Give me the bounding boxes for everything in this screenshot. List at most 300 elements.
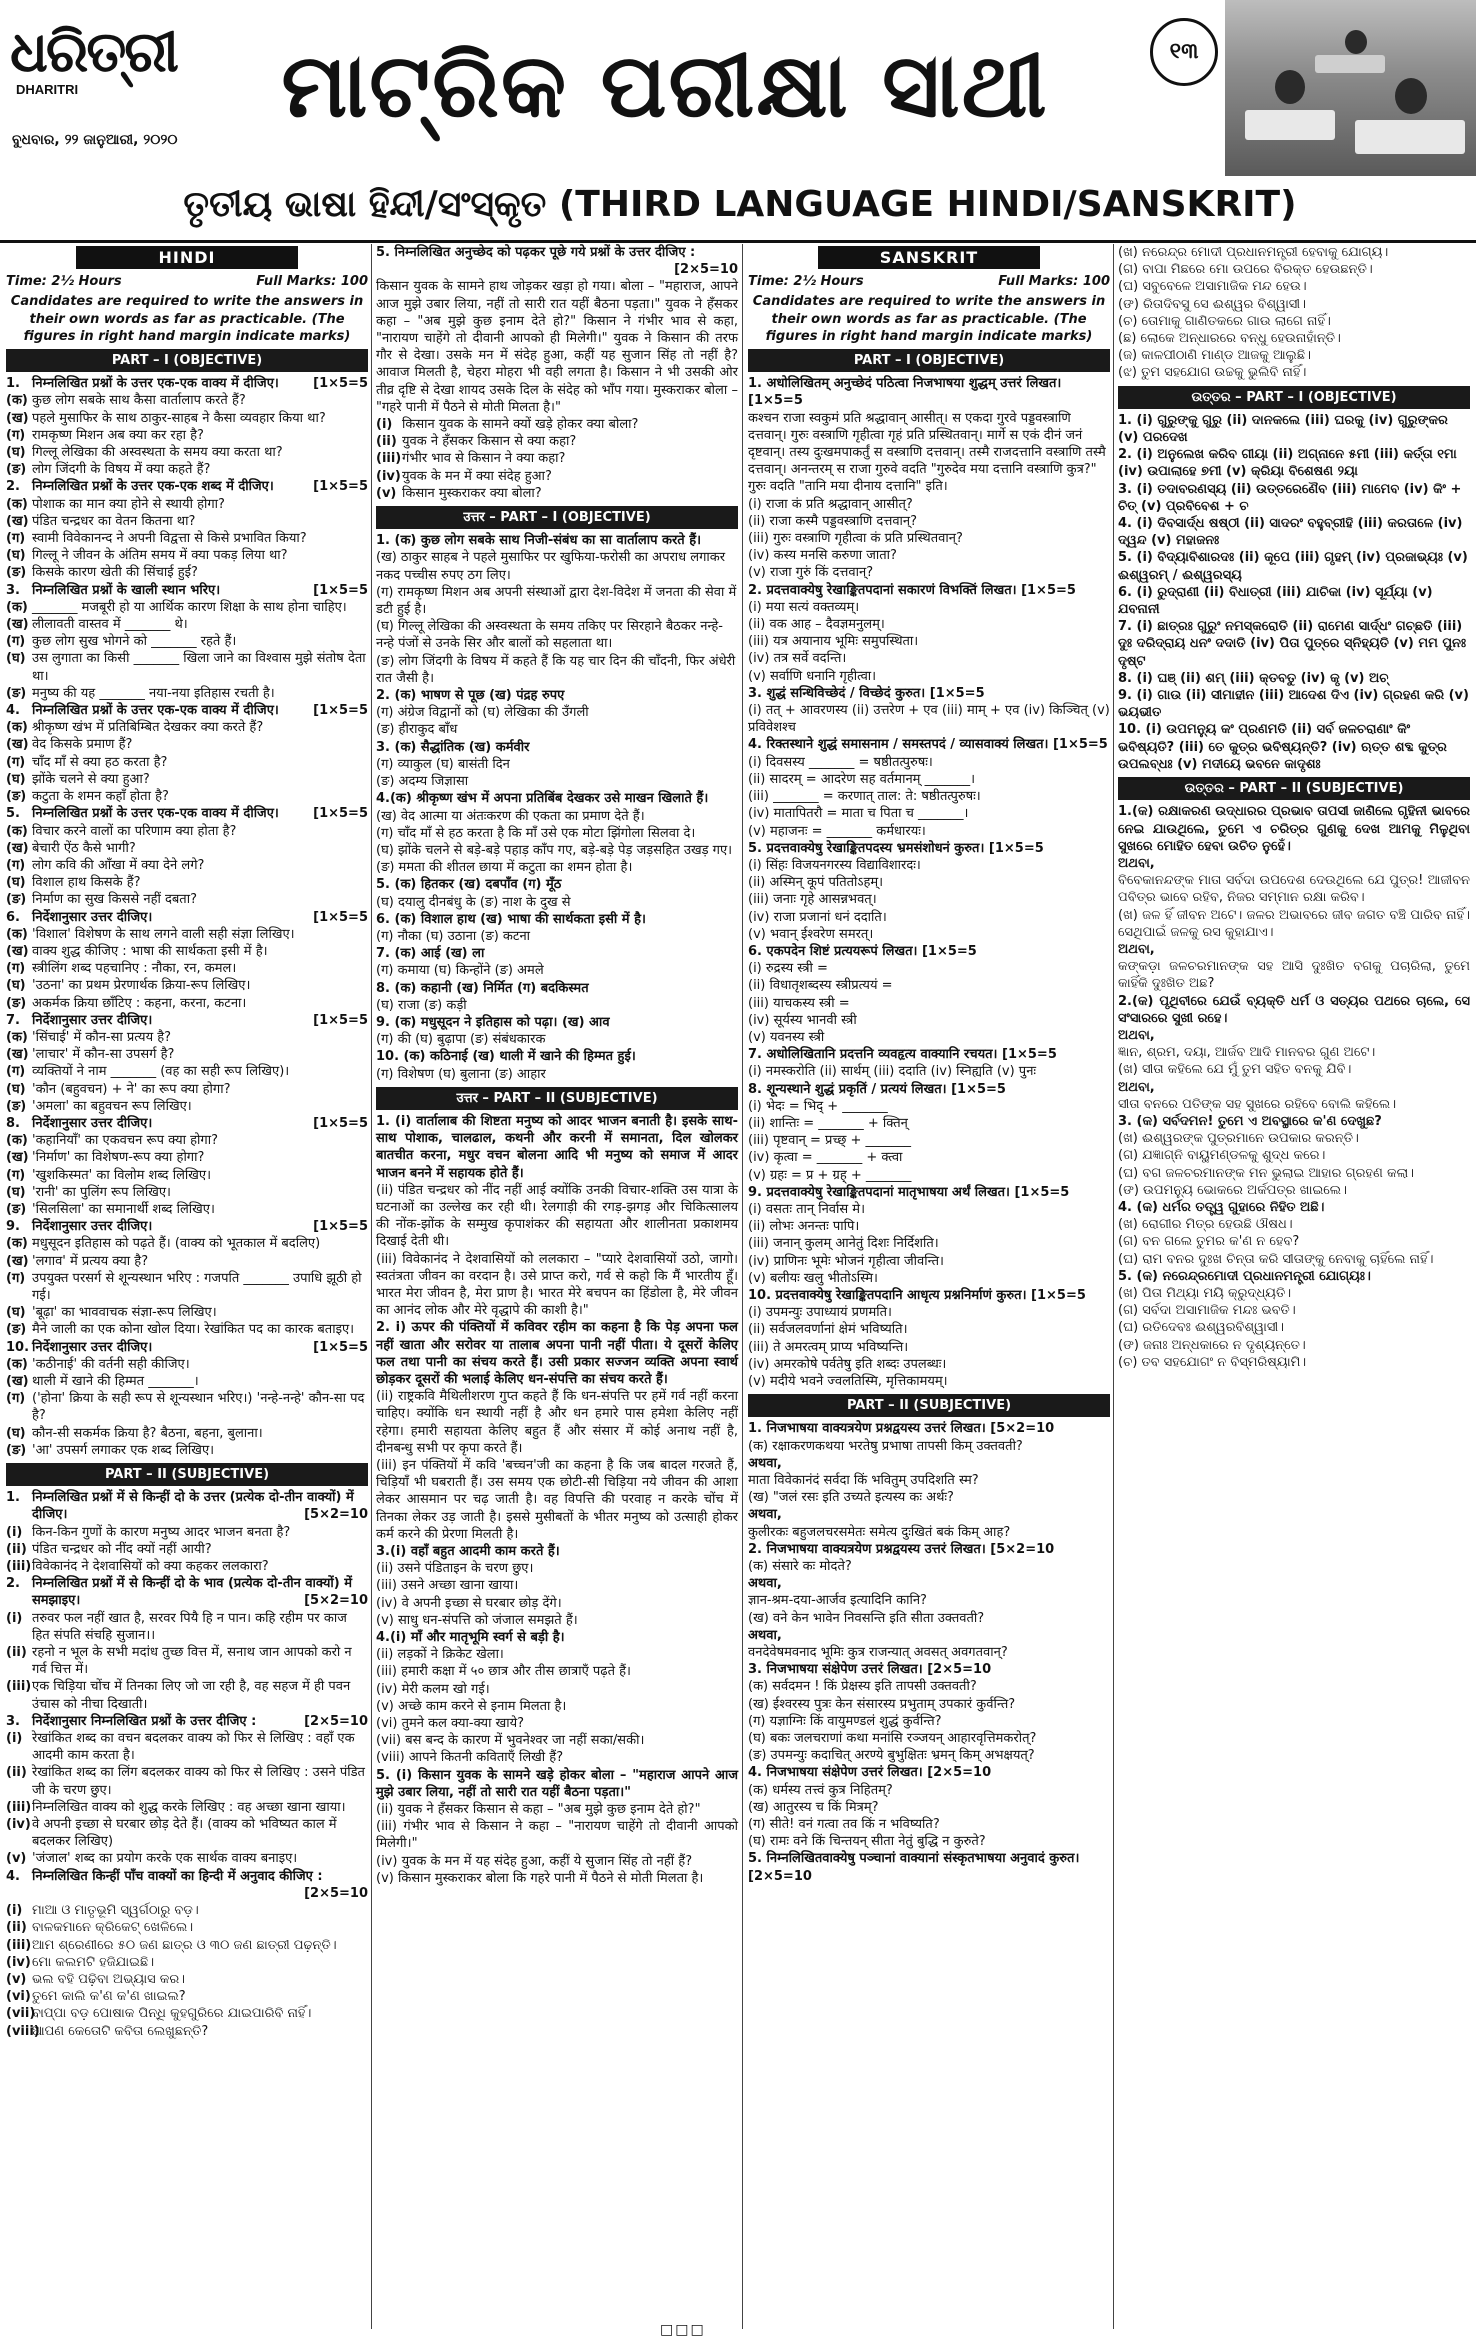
- question-text: वाक्य शुद्ध कीजिए : भाषा की सार्थकता इसी में है।: [32, 943, 268, 959]
- part-heading: PART – I (OBJECTIVE): [6, 349, 368, 372]
- question-text: _______ मजबूरी हो या आर्थिक कारण शिक्षा के साथ होना चाहिए।: [32, 599, 347, 615]
- question-item: [6, 943, 368, 960]
- question-text: वेद किसके प्रमाण हैं?: [32, 737, 133, 753]
- question-item: 5. निम्नलिखितवाक्येषु पञ्चानां वाक्यानां संस्कृतभाषया अनुवादं कुरुत। [2×5=10: [748, 1851, 1080, 1884]
- answer-item: 5. (କ) ନରେନ୍ଦ୍ରମୋଦୀ ପ୍ରଧାନମନ୍ତ୍ରୀ ଯୋଗ୍ୟଃ।: [1118, 1268, 1371, 1284]
- question-text: निर्देशानुसार उत्तर दीजिए। [1×5=5: [32, 909, 368, 925]
- question-item: (iv) प्राणिनः भूमेः भोजनं गृहीत्वा जीवन्ति।: [748, 1253, 944, 1269]
- question-text: 'अमला' का बहुवचन रूप लिखिए।: [32, 1098, 192, 1114]
- question-item: 4. रिक्तस्थाने शुद्धं समासनाम / समस्तपदं / व्यासवाक्यं लिखत। [1×5=5: [748, 737, 1108, 753]
- question-text: पंडित चन्द्रधर का वेतन कितना था?: [32, 513, 196, 529]
- question-text: थाली में खाने की हिम्मत _______।: [32, 1374, 199, 1389]
- question-number: (ii): [6, 1541, 27, 1557]
- question-number: 3.: [6, 1713, 20, 1729]
- marks: [1×5=5: [313, 1219, 368, 1235]
- subject-title: ତୃତୀୟ ଭାଷା ହିନ୍ଦୀ/ସଂସ୍କୃତ (THIRD LANGUAGE HINDI/SANSKRIT): [183, 184, 1297, 225]
- question-text: तरुवर फल नहीं खात है, सरवर पियै हि न पान। कहि रहीम पर काज हित संपति संचहि सुजान।।: [32, 1610, 347, 1643]
- question-number: 3.: [6, 582, 20, 598]
- question-item: (ii) लोभः अनन्तः पापि।: [748, 1219, 860, 1235]
- question-number: (iv): [376, 468, 401, 484]
- question-item: कश्चन राजा स्वकुमं प्रति श्रद्धावान् आसीत्। स एकदा गुरवे पड्डवस्त्राणि दत्तवान्। गुरुः वस्त्राणि गृहीत्वा गृहं प्रति प्रस्थितवान्। मार्गे स एकं दीनं जनं दृष्टवान्। तस्य दुःखमपाकर्तुं स वस्त्राणि दत्तवान्। तस्मै राजदत्तानि वस्त्राणि तस्मै दत्तवान्। अनन्तरम् स राजा गुरुवे वदति "गुरुदेव मया दत्तानि वस्त्राणि कुत्र?" गुरुः वदति "तानि मया दीनाय दत्तानि" इति।: [748, 410, 1106, 495]
- question-number: (क): [6, 599, 28, 615]
- question-text: ମାଆ ଓ ମାତୃଭୂମି ସ୍ୱର୍ଗଠାରୁ ବଡ଼।: [32, 1903, 199, 1919]
- logo-text: ଧରିତ୍ରୀ: [10, 19, 177, 85]
- marks: [2×5=10: [304, 1885, 368, 1901]
- question-text: चाँद माँ से क्या हठ करता है?: [32, 754, 168, 770]
- question-list: [376, 416, 738, 502]
- question-number: (v): [6, 1851, 27, 1867]
- passage-heading: 5. निम्नलिखित अनुच्छेद को पढ़कर पूछे गये प्रश्नों के उत्तर दीजिए :: [376, 245, 696, 260]
- question-item: (घ) रामः वने किं चिन्तयन् सीता नेतुं बुद्धि न कुरुते?: [748, 1834, 986, 1850]
- question-number: (ख): [6, 1374, 29, 1389]
- question-number: (ग): [6, 427, 26, 443]
- answer-item: (ग) की (घ) बुढ़ापा (ङ) संबंधकारक: [376, 1032, 546, 1048]
- question-text: रामकृष्ण मिशन अब क्या कर रहा है?: [32, 427, 204, 443]
- question-number: (घ): [6, 875, 26, 891]
- question-item: [6, 633, 368, 650]
- answer-list: [1118, 803, 1470, 1371]
- question-number: (ग): [6, 1064, 26, 1080]
- question-item: (ङ) उपमन्युः कदाचित् अरण्ये बुभुक्षितः भ्रमन् किम् अभक्षयत्?: [748, 1748, 1035, 1764]
- exam-meta: [748, 273, 1110, 290]
- answer-item: 5. (i) किसान युवक के सामने खड़े होकर बोला – "महाराज आपने आज मुझे उबार लिया, नहीं तो सारी रात यहीं बैठना पड़ता।": [376, 1767, 738, 1800]
- answer-item: (ग) रामकृष्ण मिशन अब अपनी संस्थाओं द्वारा देश-विदेश में जनता की सेवा में डटी हुई है।: [376, 584, 737, 618]
- column-divider: [742, 244, 743, 2329]
- question-item: (i) सिंहः विजयनगरस्य विद्याविशारदः।: [748, 857, 921, 873]
- answer-item: ସୀତା ବନରେ ପତିଙ୍କ ସହ ସୁଖରେ ରହିବେ ବୋଲି କହିଲେ।: [1118, 1096, 1397, 1112]
- question-number: (घ): [6, 445, 26, 461]
- answer-item: କଙ୍କଡ଼ା ଜଳଚରମାନଙ୍କ ସହ ଆସି ଦୁଃଖିତ ବଗକୁ ପଚାରିଲା, ତୁମେ କାହିଁକି ଦୁଃଖିତ ଅଛ?: [1118, 959, 1470, 992]
- question-item: माता विवेकानंदं सर्वदा किं भवितुम् उपदिशति स्म?: [748, 1473, 979, 1489]
- question-item: [6, 650, 368, 684]
- question-number: (iv): [6, 1954, 31, 1970]
- question-item: [6, 1218, 368, 1235]
- question-item: [6, 1678, 368, 1712]
- question-number: (ङ): [6, 565, 27, 581]
- answer-item: (iv) मेरी कलम खो गई।: [376, 1681, 490, 1697]
- question-item: 4. निजभाषया संक्षेपेण उत्तरं लिखत। [2×5=10: [748, 1765, 992, 1781]
- answer-item: (ii) युवक ने हँसकर किसान से कहा – "अब मुझे कुछ इनाम देते हो?": [376, 1802, 701, 1818]
- exam-time: Time: 2½ Hours: [748, 274, 864, 290]
- part-heading: PART – I (OBJECTIVE): [748, 349, 1110, 372]
- question-item: (ii) सर्वजलवर्णानां क्षेमं भविष्यति।: [748, 1322, 908, 1338]
- answer-item: 10. (i) ଉପମନ୍ୟୁ କଂ ପ୍ରଣମତି (ii) ସର୍ବ ଜଳଚରାଣାଂ କିଂ ଭବିଷ୍ୟତି? (iii) ତେ କୁତ୍ର ଭବିଷ୍ୟନ୍ତି? (iv) ଋତ୍ତ ଶବ୍ଦ କୁତ୍ର ଉପଲବ୍ଧଃ (v) ମଦୀୟେ ଭବନେ କାଦୃଶଃ: [1118, 722, 1447, 772]
- question-text: निम्नलिखित प्रश्नों के खाली स्थान भरिए। [1×5=5: [32, 582, 368, 598]
- question-text: विशाल हाथ किसके हैं?: [32, 875, 141, 891]
- question-item: (ख) आतुरस्य च किं मित्रम्?: [748, 1799, 879, 1815]
- logo-subtitle: DHARITRI: [16, 82, 79, 97]
- question-number: (घ): [6, 651, 26, 667]
- question-item: [6, 1919, 368, 1936]
- question-text: ଆପଣ କେତୋଟି କବିତା ଲେଖୁଛନ୍ତି?: [32, 2023, 209, 2039]
- question-item: [6, 823, 368, 840]
- question-text: वे अपनी इच्छा से घरबार छोड़ देते हैं। (वाक्य को भविष्यत काल में बदलकर लिखिए): [32, 1817, 337, 1850]
- question-item: (iv) तत्र सर्वे वदन्ति।: [748, 651, 847, 667]
- answer-item: (ଗ) ଯଜ୍ଞାଗ୍ନି ବାୟୁମଣ୍ଡଳକୁ ଶୁଦ୍ଧ କରେ।: [1118, 1148, 1326, 1164]
- answer-item: (ଝ) ତୁମ ସହଯୋଗ ଉଚ୍ଚକୁ ଭୁଲିବି ନାହିଁ।: [1118, 365, 1307, 381]
- question-item: 8. शून्यस्थाने शुद्धं प्रकृतिं / प्रत्ययं लिखत। [1×5=5: [748, 1081, 1006, 1097]
- answer-item: ବିବେକାନନ୍ଦଙ୍କ ମାତା ସର୍ବଦା ଉପଦେଶ ଦେଉଥିଲେ ଯେ ପୁତ୍ର! ଆଜୀବନ ପବିତ୍ର ଭାବେ ରହିବ, ନିଜର ସମ୍ମାନ ରକ୍ଷା କରିବ।: [1118, 873, 1470, 906]
- question-text: किसके कारण खेती की सिंचाई हुई?: [32, 565, 198, 581]
- answer-item: (ଖ) ସୀତା କହିଲେ ଯେ ମୁଁ ତୁମ ସହିତ ବନକୁ ଯିବି।: [1118, 1062, 1352, 1078]
- question-item: 1. निजभाषया वाक्यत्रयेण प्रश्नद्वयस्य उत्तरं लिखत। [5×2=10: [748, 1421, 1055, 1437]
- section-heading-hindi: HINDI: [76, 246, 298, 269]
- question-text: मैने जाली का एक कोना खोल दिया। रेखांकित पद का कारक बताइए।: [32, 1322, 355, 1338]
- question-text: किसान मुस्कराकर क्या बोला?: [402, 485, 542, 501]
- question-text: निम्नलिखित प्रश्नों में से किन्हीं दो के भाव (प्रत्येक दो-तीन वाक्यों) में समझाइए। [5×2=10: [32, 1576, 368, 1609]
- question-item: [6, 1902, 368, 1919]
- question-text: उस लुगाता का किसी _______ खिला जाने का विश्वास मुझे संतोष देता था।: [32, 651, 366, 684]
- question-text: निर्माण का सुख किससे नहीं दबता?: [32, 892, 197, 908]
- marks: [1×5=5: [313, 1339, 368, 1355]
- question-text: निम्नलिखित प्रश्नों के उत्तर एक-एक वाक्य में दीजिए। [1×5=5: [32, 703, 368, 719]
- question-item: (ख) वने केन भावेन निवसन्ति इति सीता उक्तवती?: [748, 1610, 985, 1626]
- question-list: [6, 375, 368, 1459]
- question-item: वनदेवेषमवनाद भूमिः कुत्र राजन्यात् अवसत् अवगतवान्?: [748, 1645, 1008, 1661]
- question-item: [6, 582, 368, 599]
- exam-full-marks: Full Marks: 100: [256, 274, 368, 290]
- answer-item: (ii) उसने पंडिताइन के चरण छुए।: [376, 1561, 534, 1577]
- answer-item: 9. (क) मधुसूदन ने इतिहास को पढ़ा। (ख) आव: [376, 1014, 610, 1030]
- question-number: (घ): [6, 1184, 26, 1200]
- question-item: [6, 1012, 368, 1029]
- question-text: कटुता के शमन कहाँ होता है?: [32, 789, 169, 805]
- question-number: (घ): [6, 1305, 26, 1321]
- question-text: 'विशाल' विशेषण के साथ लगने वाली सही संज्ञा लिखिए।: [32, 926, 295, 942]
- exam-instructions: Candidates are required to write the answers in their own words as far as practicable. (The figures in right hand margin indicate marks): [10, 294, 364, 344]
- question-item: (iii) पृष्टवान् = प्रच्छ् + _______: [748, 1133, 912, 1149]
- question-item: [6, 1442, 368, 1459]
- answer-item: 4. (i) ଦିବସାର୍ଦ୍ଧ ଷଷ୍ଠୀ (ii) ସାଦରଂ ବହୁବ୍ରୀହି (iii) କରତାଳେ (iv) ଦ୍ୱନ୍ଦ (v) ମହାଜନଃ: [1118, 516, 1463, 549]
- answer-item: (ଘ) ସବୁବେଳେ ଅସାମାଜିକ ମନ୍ଦ ହେଉ।: [1118, 279, 1307, 295]
- question-number: (ii): [6, 1920, 27, 1936]
- answer-item: ଅଥବା,: [1118, 1079, 1155, 1095]
- question-text: किसान युवक के सामने क्यों खड़े होकर क्या बोला?: [402, 417, 639, 433]
- answer-item: (ग) विशेषण (घ) बुलाना (ङ) आहार: [376, 1066, 546, 1082]
- question-number: (ङ): [6, 995, 27, 1011]
- question-text: 'कहानियाँ' का एकवचन रूप क्या होगा?: [32, 1133, 218, 1149]
- question-number: (viii): [6, 2023, 40, 2039]
- question-item: [6, 1816, 368, 1850]
- question-number: (iii): [6, 1799, 32, 1815]
- answer-item: (iii) उसने अच्छा खाना खाया।: [376, 1578, 519, 1594]
- question-item: [6, 685, 368, 702]
- question-text: ବାଳକମାନେ କ୍ରିକେଟ୍ ଖେଳିଲେ।: [32, 1920, 194, 1936]
- question-number: (iii): [6, 1679, 32, 1695]
- exam-instructions: Candidates are required to write the answers in their own words as far as practicable. (The figures in right hand margin indicate marks): [752, 294, 1106, 344]
- question-number: (ङ): [6, 1442, 27, 1458]
- question-number: (ख): [6, 1253, 29, 1269]
- question-item: (v) महाजनः = _______ कर्मधारयः।: [748, 823, 926, 839]
- question-number: (ii): [376, 434, 397, 450]
- answer-item: (ख) ठाकुर साहब ने पहले मुसाफिर पर खुफिया-फरोसी का अपराध लगाकर नकद पच्चीस रुपए ठग लिए।: [376, 550, 726, 583]
- question-item: [6, 461, 368, 478]
- newspaper-logo: [10, 19, 177, 122]
- question-text: मनुष्य की यह _______ नया-नया इतिहास रचती है।: [32, 685, 275, 701]
- passage-question: [376, 244, 738, 278]
- question-number: (v): [6, 1971, 27, 1987]
- marks: [1×5=5: [313, 376, 368, 392]
- answer-item: 6. (i) ରୁଦ୍ରାଣୀ (ii) ବିଧାତ୍ରୀ (iii) ଯାଚିକା (iv) ସୂର୍ଯ୍ୟା (v) ଯବନାନୀ: [1118, 584, 1433, 618]
- question-item: [6, 392, 368, 409]
- question-item: 3. निजभाषया संक्षेपेण उत्तरं लिखत। [2×5=10: [748, 1662, 992, 1678]
- question-item: अथवा,: [748, 1576, 782, 1592]
- answer-item: (ଚ) ତୋମାକୁ ଗାଣିତକରେ ଗାଉ ଲାଗେ ନାହିଁ।: [1118, 313, 1331, 329]
- question-number: (ख): [6, 1150, 29, 1166]
- question-item: (iii) याचकस्य स्त्री =: [748, 995, 850, 1011]
- question-number: (ख): [6, 840, 29, 856]
- answer-item: (ଗ) ବାପା ମିଛରେ ମୋ ଉପରେ ବିରକ୍ତ ହେଉଛନ୍ତି।: [1118, 262, 1373, 278]
- answer-item: (ख) वेद आत्मा या अंतःकरण की एकता का प्रमाण देते हैं।: [376, 808, 645, 824]
- answer-item: (ଘ) ରାମ ବନର ଦୁଃଖ ଚିନ୍ତା କରି ସୀତାଙ୍କୁ ନେବାକୁ ଚାହିଁଲେ ନାହିଁ।: [1118, 1251, 1434, 1267]
- question-text: युवक ने हँसकर किसान से क्या कहा?: [402, 434, 577, 450]
- question-item: [6, 547, 368, 564]
- question-item: [6, 771, 368, 788]
- question-number: (vi): [6, 1989, 31, 2005]
- question-number: 8.: [6, 1115, 20, 1131]
- answer-item: (ङ) अदम्य जिज्ञासा: [376, 774, 469, 790]
- question-item: 5. प्रदत्तवाक्येषु रेखाङ्कितपदस्य भ्रमसंशोधनं कुरुत। [1×5=5: [748, 840, 1044, 856]
- question-item: 2. निजभाषया वाक्यत्रयेण प्रश्नद्वयस्य उत्तरं लिखत। [5×2=10: [748, 1541, 1055, 1557]
- answer-item: (iii) हमारी कक्षा में ५० छात्र और तीस छात्राएँ पढ़ते हैं।: [376, 1664, 631, 1680]
- answer-item: (iii) इन पंक्तियों में कवि 'बच्चन'जी का कहना है कि जब बादल गरजते हैं, चिड़ियाँ भी घबराती हैं। उस समय एक छोटी-सी चिड़िया नये जीवन की आशा लेकर आसमान पर चढ़ जाती है। वह विपत्ति की परवाह न करके चोंच में तिनका लेकर उड़ जाती है। इससे मुसीबतों के भीतर मनुष्य को उत्साही होकर कर्म करने की प्रेरणा मिलती है।: [376, 1458, 738, 1542]
- question-item: (ग) यज्ञाग्निः किं वायुमण्डलं शुद्धं कुर्वन्ति?: [748, 1713, 942, 1729]
- question-item: [6, 599, 368, 616]
- answer-item: (v) किसान मुस्कराकर बोला कि गहरे पानी में पैठने से मोती मिलता है।: [376, 1870, 704, 1886]
- question-text: निम्नलिखित प्रश्नों के उत्तर एक-एक वाक्य में दीजिए। [1×5=5: [32, 806, 368, 822]
- question-text: रेखांकित शब्द का लिंग बदलकर वाक्य को फिर से लिखिए : उसने पंडित जी के चरण छुए।: [32, 1765, 365, 1798]
- marks: [2×5=10: [674, 262, 738, 278]
- answer-item: (ङ) लोग जिंदगी के विषय में कहते हैं कि यह चार दिन की चाँदनी, फिर अंधेरी रात जैसी है।: [376, 653, 736, 686]
- page-number-badge: ୧୩: [1150, 18, 1218, 86]
- question-item: [6, 1610, 368, 1644]
- part-heading: उत्तर – PART – II (SUBJECTIVE): [376, 1087, 738, 1110]
- question-item: [6, 1253, 368, 1270]
- question-item: (क) संसारे कः मोदते?: [748, 1559, 852, 1575]
- question-item: 7. अधोलिखितानि प्रदत्तनि व्यवहृत्य वाक्यानि रचयत। [1×5=5: [748, 1047, 1057, 1063]
- question-number: (ङ): [6, 462, 27, 478]
- question-item: (iii) _______ = करणात् ताल: ते: षष्ठीतत्पुरुषः।: [748, 789, 981, 805]
- question-text: एक चिड़िया चोंच में तिनका लिए जो जा रही है, वह सहज में ही पवन उंचास को नीचा दिखाती।: [32, 1679, 351, 1712]
- question-text: विचार करने वालों का परिणाम क्या होता है?: [32, 823, 237, 839]
- question-item: (v) सर्वाणि धनानि गृहीत्वा।: [748, 668, 877, 684]
- question-number: (क): [6, 1029, 28, 1045]
- answer-item: (ଘ) ବଗ ଜଳଚରମାନଙ୍କ ମନ ଭୁଲାଇ ଆହାର ଗ୍ରହଣ କଲା।: [1118, 1165, 1414, 1181]
- question-text: मधुसूदन इतिहास को पढ़ते हैं। (वाक्य को भूतकाल में बदलिए): [32, 1236, 321, 1252]
- question-number: (ग): [6, 961, 26, 977]
- column-divider: [1113, 244, 1114, 2329]
- question-item: (iv) राजा प्रजानां धनं ददाति।: [748, 909, 887, 925]
- question-item: [6, 444, 368, 461]
- question-text: निम्नलिखित किन्हीं पाँच वाक्यों का हिन्दी में अनुवाद कीजिए : [2×5=10: [32, 1868, 368, 1901]
- question-item: [376, 433, 738, 450]
- question-number: (क): [6, 1236, 28, 1252]
- question-item: (v) बलीयः खलु भीतोऽस्मि।: [748, 1270, 878, 1286]
- answer-item: (घ) दयालु दीनबंधु के (ङ) नाश के दुख से: [376, 894, 571, 910]
- question-text: ବାପ୍ପା ବଡ଼ ପୋଷାକ ପିନ୍ଧି କୁହଗୁରିରେ ଯାଇପାରିବି ନାହିଁ।: [32, 2006, 312, 2022]
- question-item: [6, 788, 368, 805]
- question-item: (क) सर्वदमन ! किं प्रेक्षस्य इति तापसी उक्तवती?: [748, 1679, 977, 1695]
- part-heading: PART – II (SUBJECTIVE): [748, 1394, 1110, 1417]
- question-item: कुलीरकः बहुजलचरसमेतः समेत्य दुःखितं बकं किम् आह?: [748, 1524, 1011, 1540]
- question-item: 10. प्रदत्तवाक्येषु रेखाङ्कितपदानि आधृत्य प्रश्ननिर्माणं कुरुत। [1×5=5: [748, 1287, 1086, 1303]
- question-number: (ग): [6, 634, 26, 650]
- answer-item: (ଙ) ଜନାଃ ଅନ୍ଧକାରେ ନ ଦୃଶ୍ୟନ୍ତେ।: [1118, 1337, 1306, 1353]
- question-text: 'जंजाल' शब्द का प्रयोग करके एक सार्थक वाक्य बनाइए।: [32, 1851, 298, 1867]
- sanskrit-column: [748, 244, 1110, 1885]
- question-item: [6, 1730, 368, 1764]
- question-text: स्त्रीलिंग शब्द पहचानिए : नौका, रन, कमल।: [32, 961, 237, 977]
- answer-item: (ଙ) ରିତାଦିବସୁ ସେ ଈଶ୍ୱର ବିଶ୍ୱାସୀ।: [1118, 296, 1306, 312]
- question-item: [6, 1098, 368, 1115]
- answer-item: 3. (i) ତଦାବରଣସ୍ୟ (ii) ଉତ୍ତରେଣୈବ (iii) ମାମେବ (iv) କିଂ + ଚିତ୍ (v) ପ୍ରବିବେଶ + ଚ: [1118, 481, 1462, 514]
- marks: [1×5=5: [313, 909, 368, 925]
- question-item: [6, 1764, 368, 1798]
- question-item: [376, 416, 738, 433]
- question-number: (ग): [6, 531, 26, 547]
- question-number: (ख): [6, 737, 29, 753]
- question-item: (v) भवान् ईश्वरेण समरत्।: [748, 926, 874, 942]
- question-item: (iv) सूर्यस्य भानवी स्त्री: [748, 1012, 857, 1028]
- answer-item: (ଚ) ତବ ସହଯୋଗଂ ନ ବିସ୍ମରିଷ୍ୟାମି।: [1118, 1354, 1307, 1370]
- question-text: निर्देशानुसार उत्तर दीजिए। [1×5=5: [32, 1339, 368, 1355]
- answer-item: (iii) गंभीर भाव से किसान ने कहा – "नारायण चाहेंगे तो दीवानी आपको मिलेगी।": [376, 1819, 738, 1852]
- question-text: लोग जिंदगी के विषय में क्या कहते हैं?: [32, 462, 211, 478]
- question-text: निम्नलिखित वाक्य को शुद्ध करके लिखिए : वह अच्छा खाना खाया।: [32, 1799, 346, 1815]
- question-item: [6, 496, 368, 513]
- answer-item: 3. (କ) ସର୍ବଦମନ! ତୁମେ ଏ ଅବସ୍ଥାରେ କ'ଣ ଦେଖୁଛ?: [1118, 1113, 1382, 1129]
- question-text: ଆମ ଶ୍ରେଣୀରେ ୫୦ ଜଣ ଛାତ୍ର ଓ ୩୦ ଜଣ ଛାତ୍ରୀ ପଢ଼ନ୍ତି।: [32, 1937, 337, 1953]
- answer-item: (iv) वे अपनी इच्छा से घरबार छोड़ देंगे।: [376, 1595, 562, 1611]
- answer-item: (v) साधु धन-संपत्ति को जंजाल समझते हैं।: [376, 1612, 578, 1628]
- answer-item: (ଖ) ରୋଗୀର ମିତ୍ର ହେଉଛି ଔଷଧ।: [1118, 1217, 1293, 1233]
- question-item: [6, 1321, 368, 1338]
- question-text: निर्देशानुसार उत्तर दीजिए। [1×5=5: [32, 1115, 368, 1131]
- answer-item: 5. (i) ବିଦ୍ୟାବିଶାରଦଃ (ii) କୂପେ (iii) ଗୃହମ୍ (iv) ପ୍ରଜାଭ୍ୟଃ (v) ଈଶ୍ୱରମ୍ / ଈଶ୍ୱରସ୍ୟ: [1118, 550, 1468, 583]
- question-item: [6, 1063, 368, 1080]
- question-item: [6, 1270, 368, 1304]
- answer-item: ଅଥବା,: [1118, 855, 1155, 871]
- question-number: (क): [6, 496, 28, 512]
- question-item: (iv) कृत्वा = _______ + क्त्वा: [748, 1150, 903, 1166]
- question-list: [748, 1420, 1110, 1884]
- marks: [1×5=5: [313, 806, 368, 822]
- question-number: (iii): [6, 1937, 32, 1953]
- question-item: [6, 1356, 368, 1373]
- question-item: [6, 513, 368, 530]
- question-number: 4.: [6, 703, 20, 719]
- answer-list: [1118, 244, 1470, 382]
- question-text: 'उठना' का प्रथम प्रेरणार्थक क्रिया-रूप लिखिए।: [32, 978, 251, 994]
- question-number: (क): [6, 1356, 28, 1372]
- answer-item: (घ) राजा (ङ) कड़ी: [376, 997, 467, 1013]
- question-item: (ii) शान्तिः = _______ + क्तिन्: [748, 1115, 908, 1131]
- question-number: 9.: [6, 1219, 20, 1235]
- question-number: (क): [6, 926, 28, 942]
- question-item: [6, 1541, 368, 1558]
- question-item: (iii) जनाः गृहे आसन्नभवत्।: [748, 892, 877, 908]
- question-item: (i) नमस्करोति (ii) सार्थम् (iii) ददाति (iv) स्निह्यति (v) पुनः: [748, 1064, 1037, 1080]
- question-item: [6, 754, 368, 771]
- question-text: गंभीर भाव से किसान ने क्या कहा?: [402, 451, 566, 467]
- answer-list: [1118, 412, 1470, 773]
- answer-item: (viii) आपने कितनी कविताएँ लिखी हैं?: [376, 1750, 564, 1766]
- question-item: अथवा,: [748, 1507, 782, 1523]
- question-number: 6.: [6, 909, 20, 925]
- answer-item: (ii) राष्ट्रकवि मैथिलीशरण गुप्त कहते हैं कि धन-संपत्ति पर हमें गर्व नहीं करना चाहिए। क्योंकि धन स्थायी नहीं है और धन हमारे पास हमेशा केलिए नहीं रहेगा। हमारी सहायता केलिए बहुत हैं और संसार में कोई अनाथ नहीं है, दीनबन्धु सभी पर कृपा करते हैं।: [376, 1389, 738, 1456]
- question-number: (ग): [6, 754, 26, 770]
- answer-item: 6. (क) विशाल हाथ (ख) भाषा की सार्थकता इसी में है।: [376, 911, 646, 927]
- question-item: (क) धर्मस्य तत्त्वं कुत्र निहितम्?: [748, 1782, 893, 1798]
- question-text: 'सिंचाई' में कौन-सा प्रत्यय है?: [32, 1029, 172, 1045]
- question-number: (ङ): [6, 1322, 27, 1338]
- question-item: [6, 1149, 368, 1166]
- question-item: 9. प्रदत्तवाक्येषु रेखाङ्कितपदानां मातृभाषया अर्थं लिखत। [1×5=5: [748, 1184, 1070, 1200]
- question-number: (i): [6, 1903, 23, 1919]
- question-number: 5.: [6, 806, 20, 822]
- question-text: निर्देशानुसार निम्नलिखित प्रश्नों के उत्तर दीजिए : [2×5=10: [32, 1713, 368, 1729]
- answer-item: ଜ୍ଞାନ, ଶ୍ରମ, ଦୟା, ଆର୍ଜବ ଆଦି ମାନବର ଗୁଣ ଅଟେ।: [1118, 1045, 1376, 1061]
- question-item: (v) ग्रहः = प्र + ग्रह् + _______: [748, 1167, 912, 1183]
- marks: [5×2=10: [304, 1507, 368, 1523]
- question-number: (क): [6, 1133, 28, 1149]
- question-text: 'कठीनाई' की वर्तनी सही कीजिए।: [32, 1356, 190, 1372]
- question-item: (i) मया सत्यं वक्तव्यम्।: [748, 599, 860, 615]
- question-item: (ii) वक आह – दैवज्ञमनुलम्।: [748, 617, 885, 633]
- question-item: [6, 1201, 368, 1218]
- answer-item: (ଗ) ବନ ଗଲେ ତୁମର କ'ଣ ନ ହେବ?: [1118, 1234, 1300, 1250]
- answer-item: 1. (i) वार्तालाब की शिष्टता मनुष्य को आदर भाजन बनाती है। इसके साथ-साथ पोशाक, चालढाल, कथनी और करनी में समानता, दिल खोलकर बातचीत करना, मधुर वचन बोलना आदि भी मनुष्य को समाज में आदर भाजन बनने में सहायक होते हैं।: [376, 1113, 738, 1181]
- question-text: 'लगाव' में प्रत्यय क्या है?: [32, 1253, 149, 1269]
- question-item: (क) रक्षाकरणकथया भरतेषु प्रभाषा तापसी किम् उक्तवती?: [748, 1438, 1023, 1454]
- question-text: युवक के मन में क्या संदेह हुआ?: [402, 468, 552, 484]
- question-number: (ख): [6, 410, 29, 426]
- question-item: [6, 375, 368, 392]
- question-item: [6, 874, 368, 891]
- question-item: [6, 1937, 368, 1954]
- question-number: (घ): [6, 978, 26, 994]
- question-text: विवेकानंद ने देशवासियों को क्या कहकर ललकारा?: [32, 1559, 269, 1575]
- question-item: [6, 1029, 368, 1046]
- answer-item: 2.(କ) ପୃଥିବୀରେ ଯେଉଁ ବ୍ୟକ୍ତି ଧର୍ମ ଓ ସତ୍ୟର ପଥରେ ଚାଲେ, ସେ ସଂସାରରେ ସୁଖୀ ରହେ।: [1118, 993, 1470, 1026]
- answer-item: 9. (i) ଗାଉ (ii) ସୀମାହୀନ (iii) ଆଦେଶ ଦିଏ (iv) ଗ୍ରହଣ କରି (v) ଭୟଭୀତ: [1118, 688, 1469, 721]
- question-item: (i) तत् + आवरणस्य (ii) उत्तरेण + एव (iii) माम् + एव (iv) किञ्चित् (v) प्रविवेशश्च: [748, 703, 1110, 736]
- question-number: (ग): [6, 857, 26, 873]
- marks: [1×5=5: [313, 582, 368, 598]
- question-number: 1.: [6, 1490, 20, 1506]
- question-number: (vii): [6, 2006, 36, 2022]
- question-number: (क): [6, 823, 28, 839]
- question-number: (ङ): [6, 1201, 27, 1217]
- question-text: लीलावती वास्तव में _______ थे।: [32, 617, 188, 633]
- answer-item: (ग) व्याकुल (घ) बासंती दिन: [376, 756, 510, 772]
- question-item: [6, 857, 368, 874]
- question-text: 'कौन (बहुवचन) + ने' का रूप क्या होगा?: [32, 1081, 231, 1097]
- question-item: (ख) ईश्वरस्य पुत्रः केन संसारस्य प्रभुताम् उपकारं कुर्वन्ति?: [748, 1696, 1016, 1712]
- question-number: (ख): [6, 943, 29, 959]
- question-item: [6, 1575, 368, 1609]
- answer-item: (ଛ) ଲୋକେ ଅନ୍ଧାରରେ ବନ୍ଧୁ ହେଉନାହାଁନ୍ତି।: [1118, 331, 1341, 347]
- answer-list: [376, 532, 738, 1083]
- question-list: [748, 375, 1110, 1390]
- question-text: व्यक्तियों ने नाम _______ (वह का सही रूप लिखिए)।: [32, 1064, 290, 1080]
- answer-item: (ଖ) ନରେନ୍ଦ୍ର ମୋଦୀ ପ୍ରଧାନମନ୍ତ୍ରୀ ହେବାକୁ ଯୋଗ୍ୟ।: [1118, 245, 1389, 260]
- answer-item: (ग) नौका (घ) उठाना (ङ) कटना: [376, 928, 531, 944]
- question-item: [6, 891, 368, 908]
- question-item: (i) दिवसस्य _______ = षष्ठीतत्पुरुषः।: [748, 754, 933, 770]
- answer-item: (ଗ) ସର୍ବଦା ଅସାମାଜିକ ମନ୍ଦଃ ଭବତି।: [1118, 1303, 1296, 1319]
- question-text: 'रानी' का पुलिंग रूप लिखिए।: [32, 1184, 171, 1200]
